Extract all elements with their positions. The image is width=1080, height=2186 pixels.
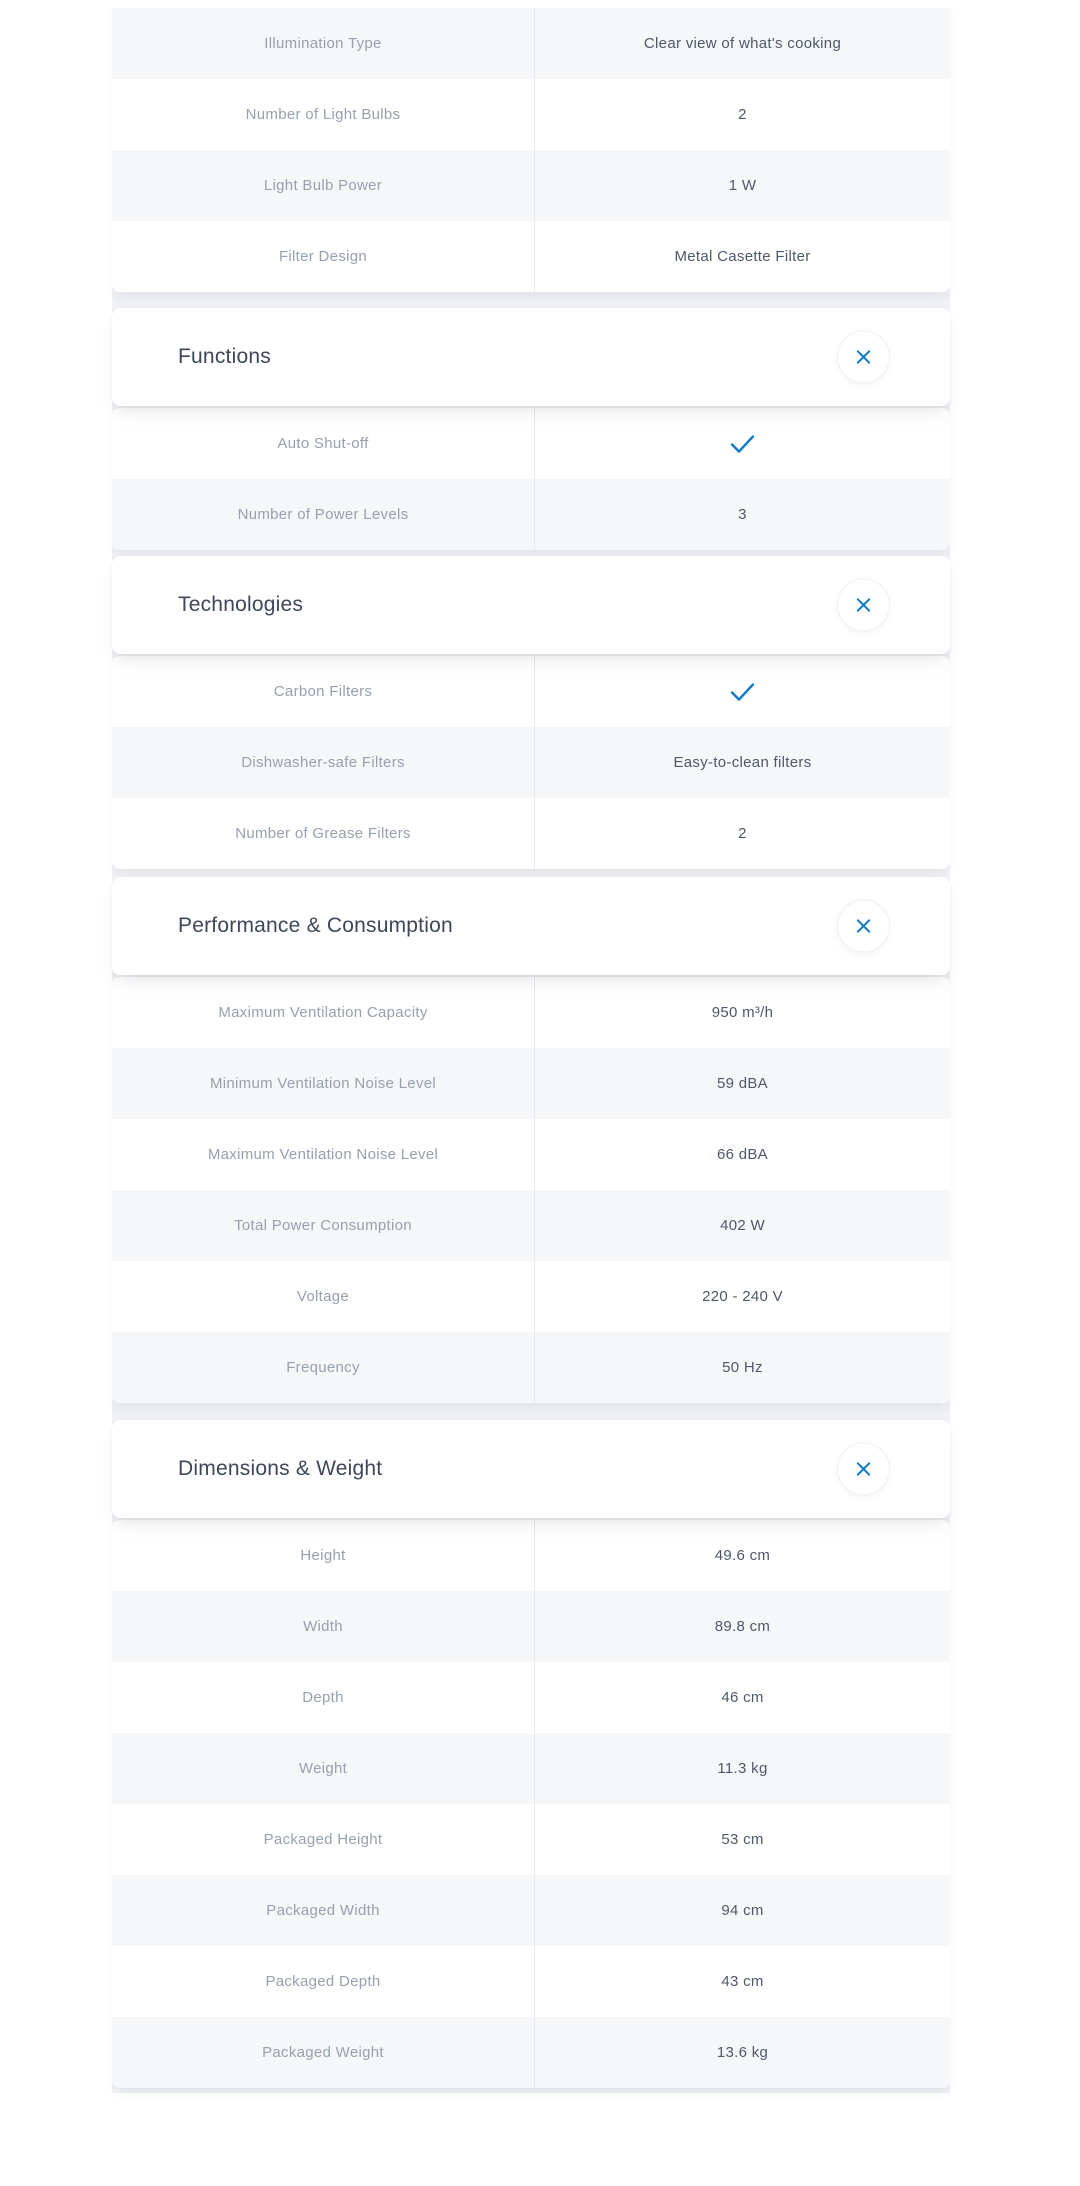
spec-label: Voltage (112, 1261, 535, 1332)
section-title: Performance & Consumption (178, 914, 453, 937)
check-icon (729, 681, 756, 703)
table-row (112, 2017, 950, 2088)
spec-value: Easy-to-clean filters (673, 754, 812, 771)
spec-label: Packaged Weight (112, 2017, 535, 2088)
check-icon (729, 433, 756, 455)
spec-value: 66 dBA (716, 1146, 768, 1163)
table-row (112, 727, 950, 798)
spec-label: Depth (112, 1662, 535, 1733)
table-row (112, 1261, 950, 1332)
spec-label: Packaged Width (112, 1875, 535, 1946)
table-row (112, 977, 950, 1048)
spec-value: 94 cm (721, 1902, 764, 1919)
spec-label: Weight (112, 1733, 535, 1804)
spec-value: 402 W (720, 1217, 765, 1234)
close-icon (853, 1459, 874, 1480)
spec-label: Packaged Depth (112, 1946, 535, 2017)
section-title: Dimensions & Weight (178, 1457, 383, 1480)
spec-label: Maximum Ventilation Capacity (112, 977, 535, 1048)
spec-value: Metal Casette Filter (674, 248, 811, 265)
spec-label: Dishwasher-safe Filters (112, 727, 535, 798)
spec-value: 89.8 cm (714, 1618, 771, 1635)
row-partial (112, 0, 950, 8)
spec-label: Width (112, 1591, 535, 1662)
table-row (112, 1048, 950, 1119)
spec-label: Total Power Consumption (112, 1190, 535, 1261)
spec-label: Maximum Ventilation Noise Level (112, 1119, 535, 1190)
spec-value: 50 Hz (722, 1359, 763, 1376)
spec-value: 46 cm (721, 1689, 764, 1706)
spec-label: Illumination Type (112, 8, 535, 79)
table-row (112, 221, 950, 292)
spec-label: Filter Design (112, 221, 535, 292)
spec-table-lighting-and-filters (112, 0, 950, 292)
spec-label: Carbon Filters (112, 656, 535, 727)
spec-value (535, 408, 950, 479)
specs-container (112, 0, 950, 2093)
spec-value: 53 cm (721, 1831, 764, 1848)
spec-value: Clear view of what's cooking (643, 35, 842, 52)
table-row (112, 1946, 950, 2017)
section-title: Technologies (178, 593, 304, 616)
spec-value: 49.6 cm (714, 1547, 771, 1564)
table-row (112, 798, 950, 869)
section-title: Functions (178, 345, 271, 368)
section-header-performance-consumption (112, 877, 950, 975)
table-row (112, 1733, 950, 1804)
close-icon (853, 595, 874, 616)
section-header-functions (112, 308, 950, 406)
close-button[interactable] (837, 900, 890, 953)
spec-value: 43 cm (721, 1973, 764, 1990)
spec-label: Light Bulb Power (112, 150, 535, 221)
spec-value: 220 - 240 V (702, 1288, 783, 1305)
spec-value: 11.3 kg (717, 1760, 768, 1777)
section-header-technologies (112, 556, 950, 654)
table-row (112, 79, 950, 150)
table-row (112, 1119, 950, 1190)
close-icon (853, 916, 874, 937)
table-row (112, 1875, 950, 1946)
spec-value: 13.6 kg (716, 2044, 769, 2061)
table-row (112, 1190, 950, 1261)
spec-label: Number of Light Bulbs (112, 79, 535, 150)
close-button[interactable] (837, 579, 890, 632)
spec-value: 59 dBA (716, 1075, 768, 1092)
spec-table-performance-consumption (112, 977, 950, 1403)
spec-value: 2 (738, 106, 747, 123)
spec-table-technologies (112, 656, 950, 869)
table-row (112, 1804, 950, 1875)
close-icon (853, 347, 874, 368)
spec-table-functions (112, 408, 950, 550)
table-row (112, 656, 950, 727)
table-row (112, 1332, 950, 1403)
spec-value: 3 (738, 506, 747, 523)
spec-label: Height (112, 1520, 535, 1591)
spec-label: Auto Shut-off (112, 408, 535, 479)
spec-value: 950 m³/h (711, 1004, 774, 1021)
table-row (112, 150, 950, 221)
table-row (112, 1662, 950, 1733)
table-row (112, 1591, 950, 1662)
spec-table-dimensions-weight (112, 1520, 950, 2088)
section-header-dimensions-weight (112, 1420, 950, 1518)
spec-label: Frequency (112, 1332, 535, 1403)
spec-label: Minimum Ventilation Noise Level (112, 1048, 535, 1119)
spec-value (535, 656, 950, 727)
table-row (112, 408, 950, 479)
close-button[interactable] (837, 331, 890, 384)
spec-value: 1 W (728, 177, 757, 194)
table-row (112, 479, 950, 550)
close-button[interactable] (837, 1443, 890, 1496)
spec-label: Number of Power Levels (112, 479, 535, 550)
spec-value: 2 (738, 825, 747, 842)
table-row (112, 8, 950, 79)
table-row (112, 1520, 950, 1591)
spec-label: Number of Grease Filters (112, 798, 535, 869)
spec-label: Packaged Height (112, 1804, 535, 1875)
